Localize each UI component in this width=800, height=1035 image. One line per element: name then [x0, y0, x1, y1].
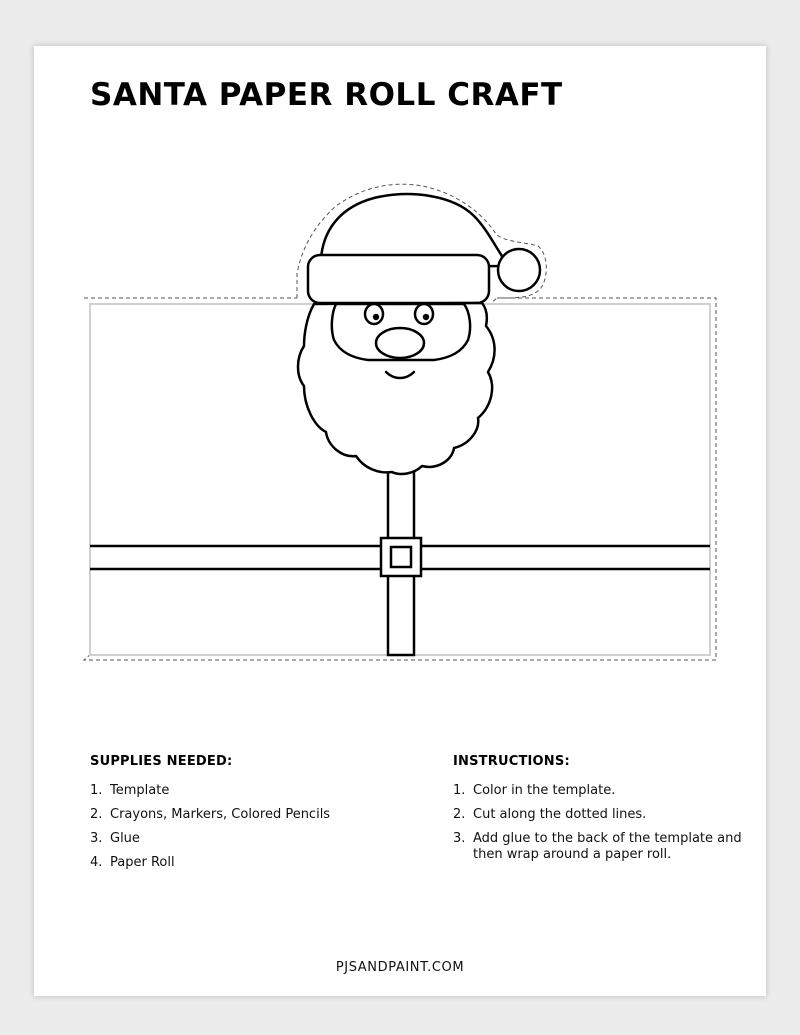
supplies-heading: SUPPLIES NEEDED:: [90, 754, 233, 769]
list-item: 3. Add glue to the back of the template and then wrap around a paper roll.: [453, 831, 742, 862]
list-item: 4. Paper Roll: [90, 855, 175, 870]
supplies-section: [90, 754, 390, 879]
list-item: 2. Cut along the dotted lines.: [453, 807, 647, 822]
printable-page: [34, 46, 766, 996]
instructions-section: [453, 754, 743, 871]
instructions-list: [453, 783, 743, 863]
page-title: SANTA PAPER ROLL CRAFT: [90, 77, 563, 113]
list-item: 1. Template: [90, 783, 170, 798]
hat-brim: [308, 255, 489, 303]
list-item: 2. Crayons, Markers, Colored Pencils: [90, 807, 331, 822]
hat-pompom: [498, 249, 540, 291]
santa-nose: [376, 328, 424, 358]
santa-template-illustration: [34, 46, 766, 746]
site-url: PJSANDPAINT.COM: [335, 960, 465, 975]
list-item: 1. Color in the template.: [453, 783, 616, 798]
list-item: 3. Glue: [90, 831, 140, 846]
supplies-list: [90, 783, 390, 871]
instructions-heading: INSTRUCTIONS:: [453, 754, 570, 769]
